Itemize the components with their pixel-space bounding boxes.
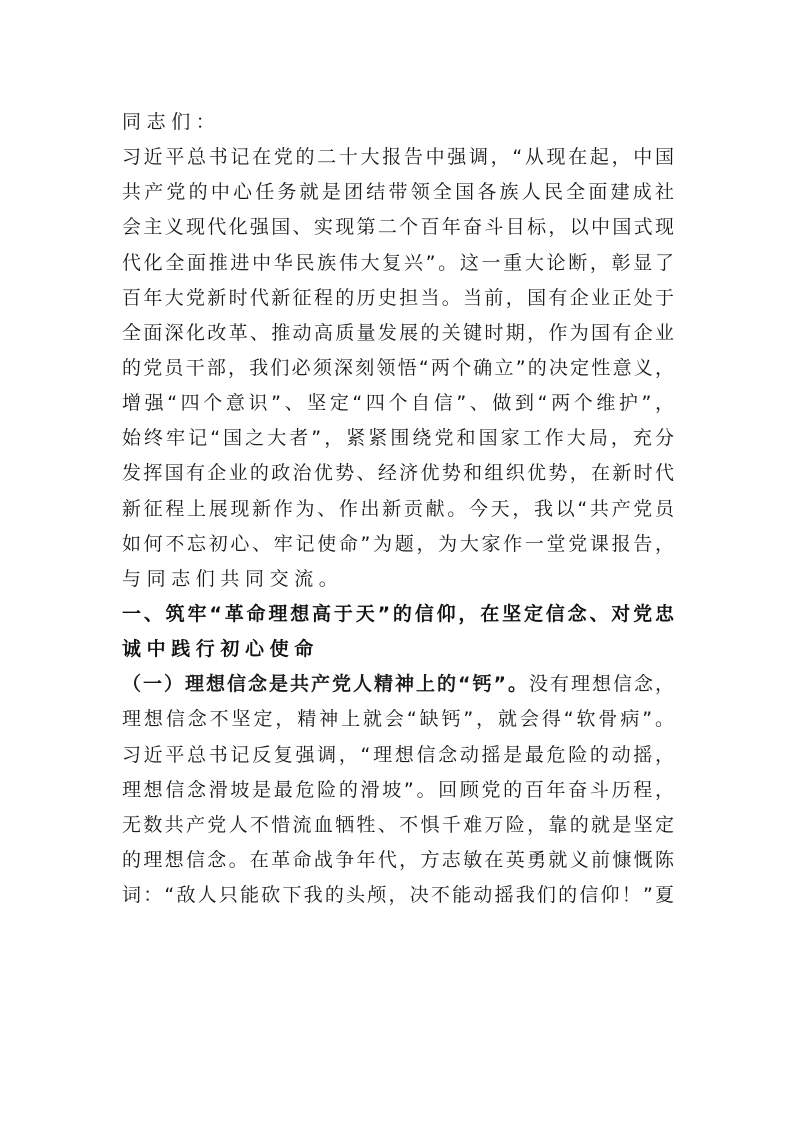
section-heading [122, 597, 674, 667]
paragraph-line: 百年大党新时代新征程的历史担当。当前，国有企业正处于 [122, 286, 674, 309]
paragraph-line: 如何不忘初心、牢记使命”为题，为大家作一堂党课报告， [122, 532, 674, 555]
paragraph-line: 的理想信念。在革命战争年代，方志敏在英勇就义前慷慨陈 [122, 848, 674, 871]
heading-line: 一、筑牢“革命理想高于天”的信仰，在坚定信念、对党忠 [122, 602, 674, 625]
paragraph-line: 会主义现代化强国、实现第二个百年奋斗目标，以中国式现 [122, 216, 674, 239]
paragraph-line: 词：“敌人只能砍下我的头颅，决不能动摇我们的信仰！”夏 [122, 884, 674, 907]
paragraph-line: 新征程上展现新作为、作出新贡献。今天，我以“共产党员 [122, 497, 674, 520]
document-page [122, 105, 674, 913]
paragraph-line [122, 667, 674, 702]
intro-paragraph [122, 140, 674, 597]
subsection-paragraph [122, 667, 674, 913]
paragraph-text: 没有理想信念， [528, 673, 674, 696]
heading-line: 诚中践行初心使命 [122, 638, 319, 661]
subsection-title: （一）理想信念是共产党人精神上的“钙”。 [122, 673, 529, 696]
paragraph-line: 共产党的中心任务就是团结带领全国各族人民全面建成社 [122, 181, 674, 204]
paragraph-line: 习近平总书记在党的二十大报告中强调，“从现在起，中国 [122, 146, 674, 169]
greeting: 同志们： [122, 111, 221, 133]
paragraph-line: 与同志们共同交流。 [122, 567, 344, 590]
paragraph-line: 理想信念不坚定，精神上就会“缺钙”，就会得“软骨病”。 [122, 708, 674, 731]
paragraph-line: 的党员干部，我们必须深刻领悟“两个确立”的决定性意义， [122, 356, 674, 379]
paragraph-line: 理想信念滑坡是最危险的滑坡”。回顾党的百年奋斗历程， [122, 778, 674, 801]
paragraph-line: 发挥国有企业的政治优势、经济优势和组织优势，在新时代 [122, 462, 674, 485]
paragraph-line: 无数共产党人不惜流血牺牲、不惧千难万险，靠的就是坚定 [122, 813, 674, 836]
paragraph-line: 始终牢记“国之大者”，紧紧围绕党和国家工作大局，充分 [122, 427, 674, 450]
paragraph-line: 习近平总书记反复强调，“理想信念动摇是最危险的动摇， [122, 743, 674, 766]
paragraph-line: 增强“四个意识”、坚定“四个自信”、做到“两个维护”， [122, 392, 674, 415]
paragraph-line: 代化全面推进中华民族伟大复兴”。这一重大论断，彰显了 [122, 251, 674, 274]
paragraph-line: 全面深化改革、推动高质量发展的关键时期，作为国有企业 [122, 321, 674, 344]
